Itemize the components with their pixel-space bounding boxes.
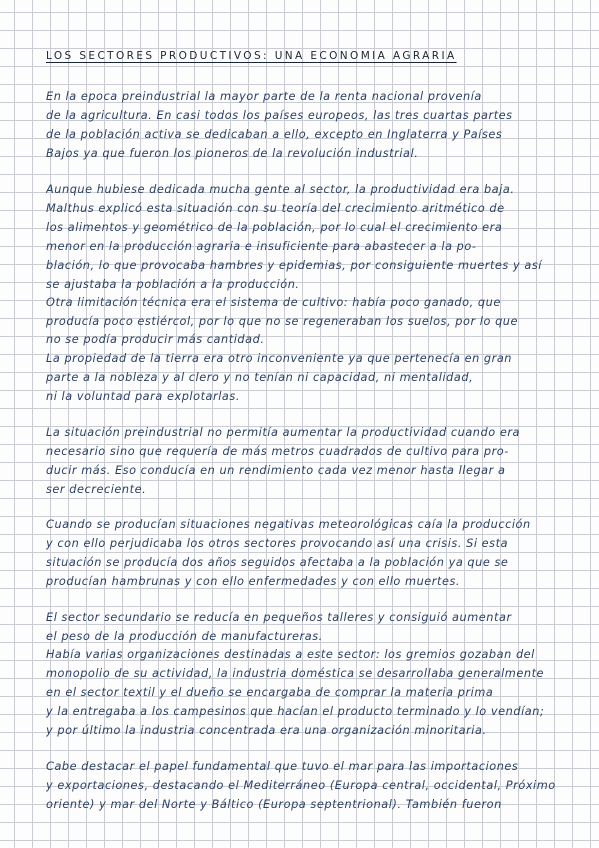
text-line: de la población activa se dedicaban a ello, excepto en Inglaterra y Países (46, 128, 503, 141)
text-line: y la entregaba a los campesinos que hacían el producto terminado y lo vendían; (46, 705, 545, 718)
text-line: Había varias organizaciones destinadas a este sector: los gremios gozaban del (46, 648, 535, 661)
text-line: El sector secundario se reducía en pequeños talleres y consiguió aumentar (46, 611, 512, 624)
page-title: LOS SECTORES PRODUCTIVOS: UNA ECONOMIA AGRARIA (46, 50, 457, 62)
text-line: parte a la nobleza y al clero y no tenían ni capacidad, ni mentalidad, (46, 371, 474, 384)
text-line: y exportaciones, destacando el Mediterráneo (Europa central, occidental, Próximo (46, 779, 556, 792)
text-line: Cuando se producían situaciones negativas meteorológicas caía la producción (46, 518, 531, 531)
text-line: En la epoca preindustrial la mayor parte de la renta nacional provenía (46, 90, 482, 103)
text-line: de la agricultura. En casi todos los países europeos, las tres cuartas partes (46, 109, 513, 122)
text-line: necesario sino que requería de más metros cuadrados de cultivo para pro- (46, 445, 509, 458)
text-line: Malthus explicó esta situación con su teoría del crecimiento aritmético de (46, 202, 505, 215)
text-line: producían hambrunas y con ello enfermedades y con ello muertes. (46, 575, 461, 588)
text-line: ducir más. Eso conducía en un rendimiento cada vez menor hasta llegar a (46, 464, 506, 477)
text-line: producía poco estiércol, por lo que no se regeneraban los suelos, por lo que (46, 315, 518, 328)
text-line: Aunque hubiese dedicada mucha gente al sector, la productividad era baja. (46, 183, 515, 196)
text-line: y por último la industria concentrada era una organización minoritaria. (46, 724, 487, 737)
text-line: Cabe destacar el papel fundamental que tuvo el mar para las importaciones (46, 760, 519, 773)
text-line: los alimentos y geométrico de la población, por lo cual el crecimiento era (46, 221, 503, 234)
text-line: Otra limitación técnica era el sistema de cultivo: había poco ganado, que (46, 296, 501, 309)
text-line: La propiedad de la tierra era otro inconveniente ya que pertenecía en gran (46, 352, 513, 365)
text-line: monopolio de su actividad, la industria doméstica se desarrollaba generalmente (46, 667, 545, 680)
text-line: situación se producía dos años seguidos afectaba a la población ya que se (46, 556, 509, 569)
text-line: menor en la producción agraria e insuficiente para abastecer a la po- (46, 240, 477, 253)
text-line: no se podía producir más cantidad. (46, 333, 265, 346)
text-line: oriente) y mar del Norte y Báltico (Europa septentrional). También fueron (46, 798, 502, 811)
text-line: ser decreciente. (46, 483, 147, 496)
text-line: en el sector textil y el dueño se encargaba de comprar la materia prima (46, 686, 494, 699)
text-line: el peso de la producción de manufactureras. (46, 630, 323, 643)
text-line: La situación preindustrial no permitía aumentar la productividad cuando era (46, 426, 521, 439)
text-line: ni la voluntad para explotarlas. (46, 390, 240, 403)
text-line: se ajustaba la población a la producción. (46, 278, 300, 291)
text-line: blación, lo que provocaba hambres y epidemias, por consiguiente muertes y así (46, 259, 542, 272)
text-line: Bajos ya que fueron los pioneros de la revolución industrial. (46, 147, 419, 160)
text-line: y con ello perjudicaba los otros sectores provocando así una crisis. Si esta (46, 537, 509, 550)
